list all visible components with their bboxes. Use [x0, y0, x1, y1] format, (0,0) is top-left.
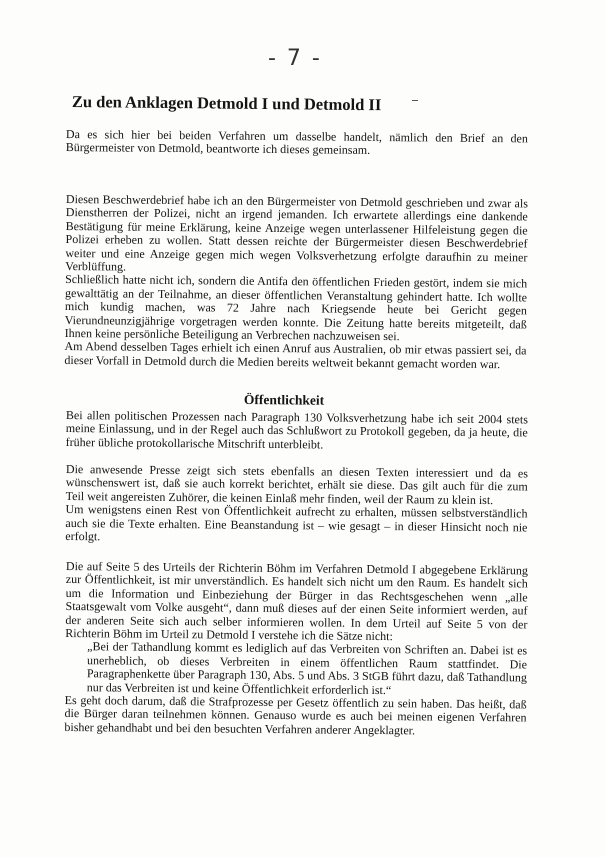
verdict-section [64, 560, 528, 739]
paragraph: Die anwesende Presse zeigt sich stets ebenfalls an diesen Texten interessiert und da es wünschenswert ist, daß sie auch korrekt berichtet, erhält sie diese. Das gilt auch für die zum Teil weit angereisten Zuhörer, die keinen Einlaß mehr finden, weil der Raum zu klein ist. [65, 462, 528, 507]
complaint-section [64, 193, 528, 372]
paragraph: Die auf Seite 5 des Urteils der Richterin Böhm im Verfahren Detmold I abgegebene Erklärung zur Öffentlichkeit, ist mir unverständlich. Es handelt sich nicht um den Raum. Es handelt sich um die Information und Einbeziehung der Bürger in das Rechtsgeschehen wenn „alle Staatsgewalt vom Volke ausgeht“, dann muß dieses auf der einen Seite informiert werden, auf der anderen Seite sich auch selber informieren wollen. In dem Urteil auf Seite 5 von der Richterin Böhm im Urteil zu Detmold I verstehe ich die Sätze nicht: [65, 559, 528, 644]
page-number: - 7 - [268, 46, 322, 71]
paragraph: Um wenigstens einen Rest von Öffentlichkeit aufrecht zu erhalten, müssen selbstverständlich auch sie die Texte erhalten. Eine Beanstandung ist – wie gesagt – in dieser Hinsicht noch nie erfolgt. [65, 502, 528, 544]
intro-paragraph [66, 128, 528, 159]
publicity-intro [66, 409, 528, 454]
verdict-quote: „Bei der Tathandlung kommt es lediglich auf das Verbreiten von Schriften an. Dabei ist es unerheblich, ob dieses Verbreiten in einem öffentlichen Raum stattfindet. Die Paragraphenkette über Paragraph 130, Abs. 5 und Abs. 3 StGB führt dazu, daß Tathandlung nur das Verbreiten ist und keine Öffentlichkeit erforderlich ist.“ [86, 639, 528, 697]
press-section [65, 463, 528, 548]
section-heading: Öffentlichkeit [243, 392, 325, 408]
page-title: Zu den Anklagen Detmold I und Detmold II [71, 92, 382, 115]
intro-text: Da es sich hier bei beiden Verfahren um dasselbe handelt, nämlich den Brief an den Bürgermeister von Detmold, beantworte ich dieses gemeinsam. [65, 127, 528, 158]
paragraph: Bei allen politischen Prozessen nach Paragraph 130 Volksverhetzung habe ich seit 2004 stets meine Einlassung, und in der Regel auch das Schlußwort zu Protokoll gegeben, da ja heute, die früher übliche protokollarische Mitschrift unterbleibt. [65, 408, 528, 452]
paragraph: Am Abend desselben Tages erhielt ich einen Anruf aus Australien, ob mir etwas passiert sei, da dieser Vorfall in Detmold durch die Medien bereits weltweit bekannt gemacht worden war. [64, 339, 527, 372]
paragraph: Es geht doch darum, daß die Strafprozesse per Gesetz öffentlich zu sein haben. Das heißt, daß die Bürger daran teilnehmen können. Genauso wurde es auch bei meinen eigenen Verfahren bisher gehandhabt und bei den besuchten Verfahren anderer Angeklagter. [64, 693, 527, 738]
paragraph: Diesen Beschwerdebrief habe ich an den Bürgermeister von Detmold geschrieben und zwar als Dienstherren der Polizei, nicht an irgend jemanden. Ich erwartete allerdings eine dankende Bestätigung für meine Erklärung, keine Anzeige wegen unterlassener Hilfeleistung gegen die Polizei erheben zu wollen. Statt dessen reichte der Bürgermeister diesen Beschwerdebrief weiter und eine Anzeige gegen mich wegen Volksverhetzung erfolgte daraufhin zu meiner Verblüffung. [65, 192, 528, 274]
paragraph: Schließlich hatte nicht ich, sondern die Antifa den öffentlichen Frieden gestört, indem sie mich gewalttätig an der Teilnahme, an dieser öffentlichen Veranstaltung gehindert hatte. Ich wollte mich kundig machen, was 72 Jahre nach Kriegsende heute bei Gericht gegen Vierundneunzigjährige vorgetragen werden konnte. Die Zeitung hatte bereits mitgeteilt, daß Ihnen keine persönliche Beteiligung an Verbrechen nachzuweisen sei. [64, 272, 528, 344]
stray-mark [412, 100, 418, 101]
